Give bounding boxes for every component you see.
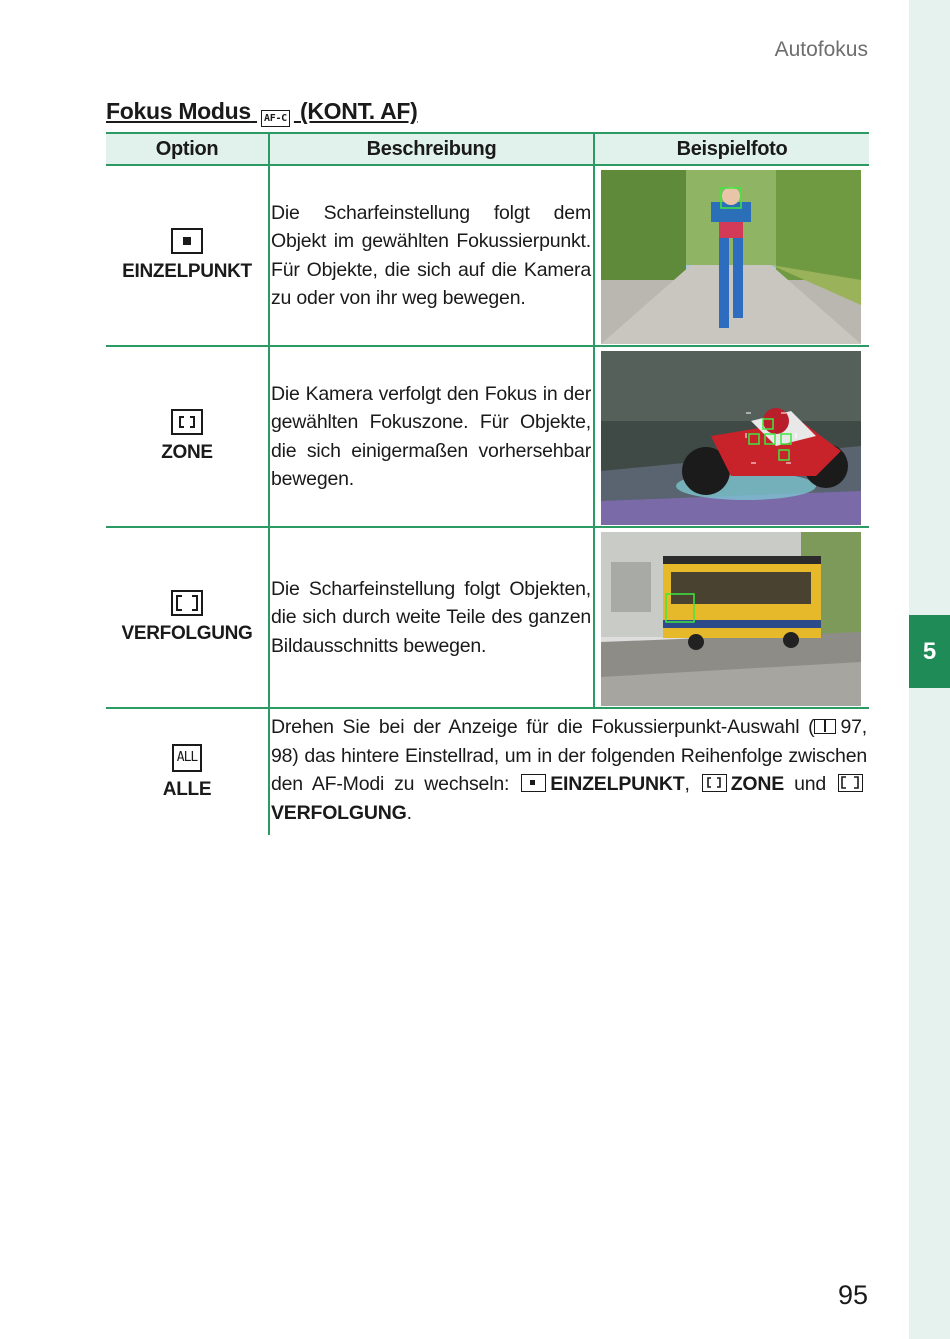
all-icon-text: ALL bbox=[176, 750, 198, 765]
tracking-icon bbox=[171, 590, 203, 616]
separator: , bbox=[684, 773, 690, 795]
header-option: Option bbox=[155, 137, 219, 160]
all-icon bbox=[172, 744, 202, 772]
motorcycle-photo bbox=[601, 351, 861, 525]
option-cell bbox=[106, 166, 268, 345]
description-cell bbox=[268, 528, 593, 707]
description-cell bbox=[268, 709, 869, 835]
photo-cell bbox=[593, 528, 869, 707]
tram-photo bbox=[601, 532, 861, 706]
text-und: und bbox=[794, 773, 827, 795]
tracking-icon bbox=[838, 774, 863, 792]
af-c-mode-icon: AF-C bbox=[261, 110, 290, 127]
single-point-icon bbox=[171, 228, 203, 254]
af-mode-table bbox=[106, 132, 869, 835]
description-text: Die Scharfeinstellung folgt dem Objekt im gewählten Fokussierpunkt. Für Objekte, die sich auf die Kamera zu oder von ihr weg bewegen. bbox=[271, 201, 591, 309]
zone-icon bbox=[171, 409, 203, 435]
book-reference-icon bbox=[814, 719, 836, 734]
zone-icon bbox=[702, 774, 727, 792]
table-row bbox=[106, 709, 869, 835]
runner-photo bbox=[601, 170, 861, 344]
table-row bbox=[106, 166, 869, 347]
photo-cell bbox=[593, 347, 869, 526]
option-label-verfolgung: VERFOLGUNG bbox=[121, 623, 253, 644]
section-title-prefix: Fokus Modus bbox=[106, 98, 251, 124]
description-cell bbox=[268, 347, 593, 526]
page-number: 95 bbox=[837, 1280, 868, 1310]
section-title bbox=[106, 98, 418, 127]
photo-cell bbox=[593, 166, 869, 345]
option-label-zone: ZONE bbox=[161, 442, 213, 463]
table-row bbox=[106, 347, 869, 528]
page-reference[interactable]: 97, 98 bbox=[271, 716, 867, 767]
table-header-row bbox=[106, 132, 869, 166]
table-row bbox=[106, 528, 869, 709]
option-cell bbox=[106, 528, 268, 707]
single-point-icon bbox=[521, 774, 546, 792]
option-cell bbox=[106, 347, 268, 526]
all-text-1: Drehen Sie bei der Anzeige für die Fokussierpunkt-Auswahl ( bbox=[271, 716, 815, 738]
description-text bbox=[271, 713, 867, 827]
header-photo: Beispielfoto bbox=[593, 134, 869, 164]
mode-zone: ZONE bbox=[730, 773, 785, 795]
mode-einzelpunkt: EINZELPUNKT bbox=[550, 773, 685, 795]
section-title-suffix: (KONT. AF) bbox=[300, 98, 418, 124]
option-label-alle: ALLE bbox=[162, 778, 212, 800]
running-head: Autofokus bbox=[774, 38, 868, 61]
mode-verfolgung: VERFOLGUNG bbox=[271, 801, 407, 824]
description-cell bbox=[268, 166, 593, 345]
description-text: Die Scharfeinstellung folgt Objekten, die sich durch weite Teile des ganzen Bildausschnitts bewegen. bbox=[271, 577, 591, 657]
header-description: Beschreibung bbox=[268, 134, 593, 164]
all-text-2: ) das hintere Einstellrad, um in der folgenden Reihenfolge zwischen den AF-Modi zu wechseln: bbox=[271, 744, 867, 795]
option-label-einzelpunkt: EINZELPUNKT bbox=[122, 261, 252, 282]
sentence-end: . bbox=[406, 801, 412, 824]
description-text: Die Kamera verfolgt den Fokus in der gewählten Fokuszone. Für Objekte, die sich einigermaßen vorhersehbar bewegen. bbox=[271, 382, 591, 490]
option-cell bbox=[106, 709, 268, 835]
chapter-tab[interactable]: 5 bbox=[909, 615, 950, 688]
